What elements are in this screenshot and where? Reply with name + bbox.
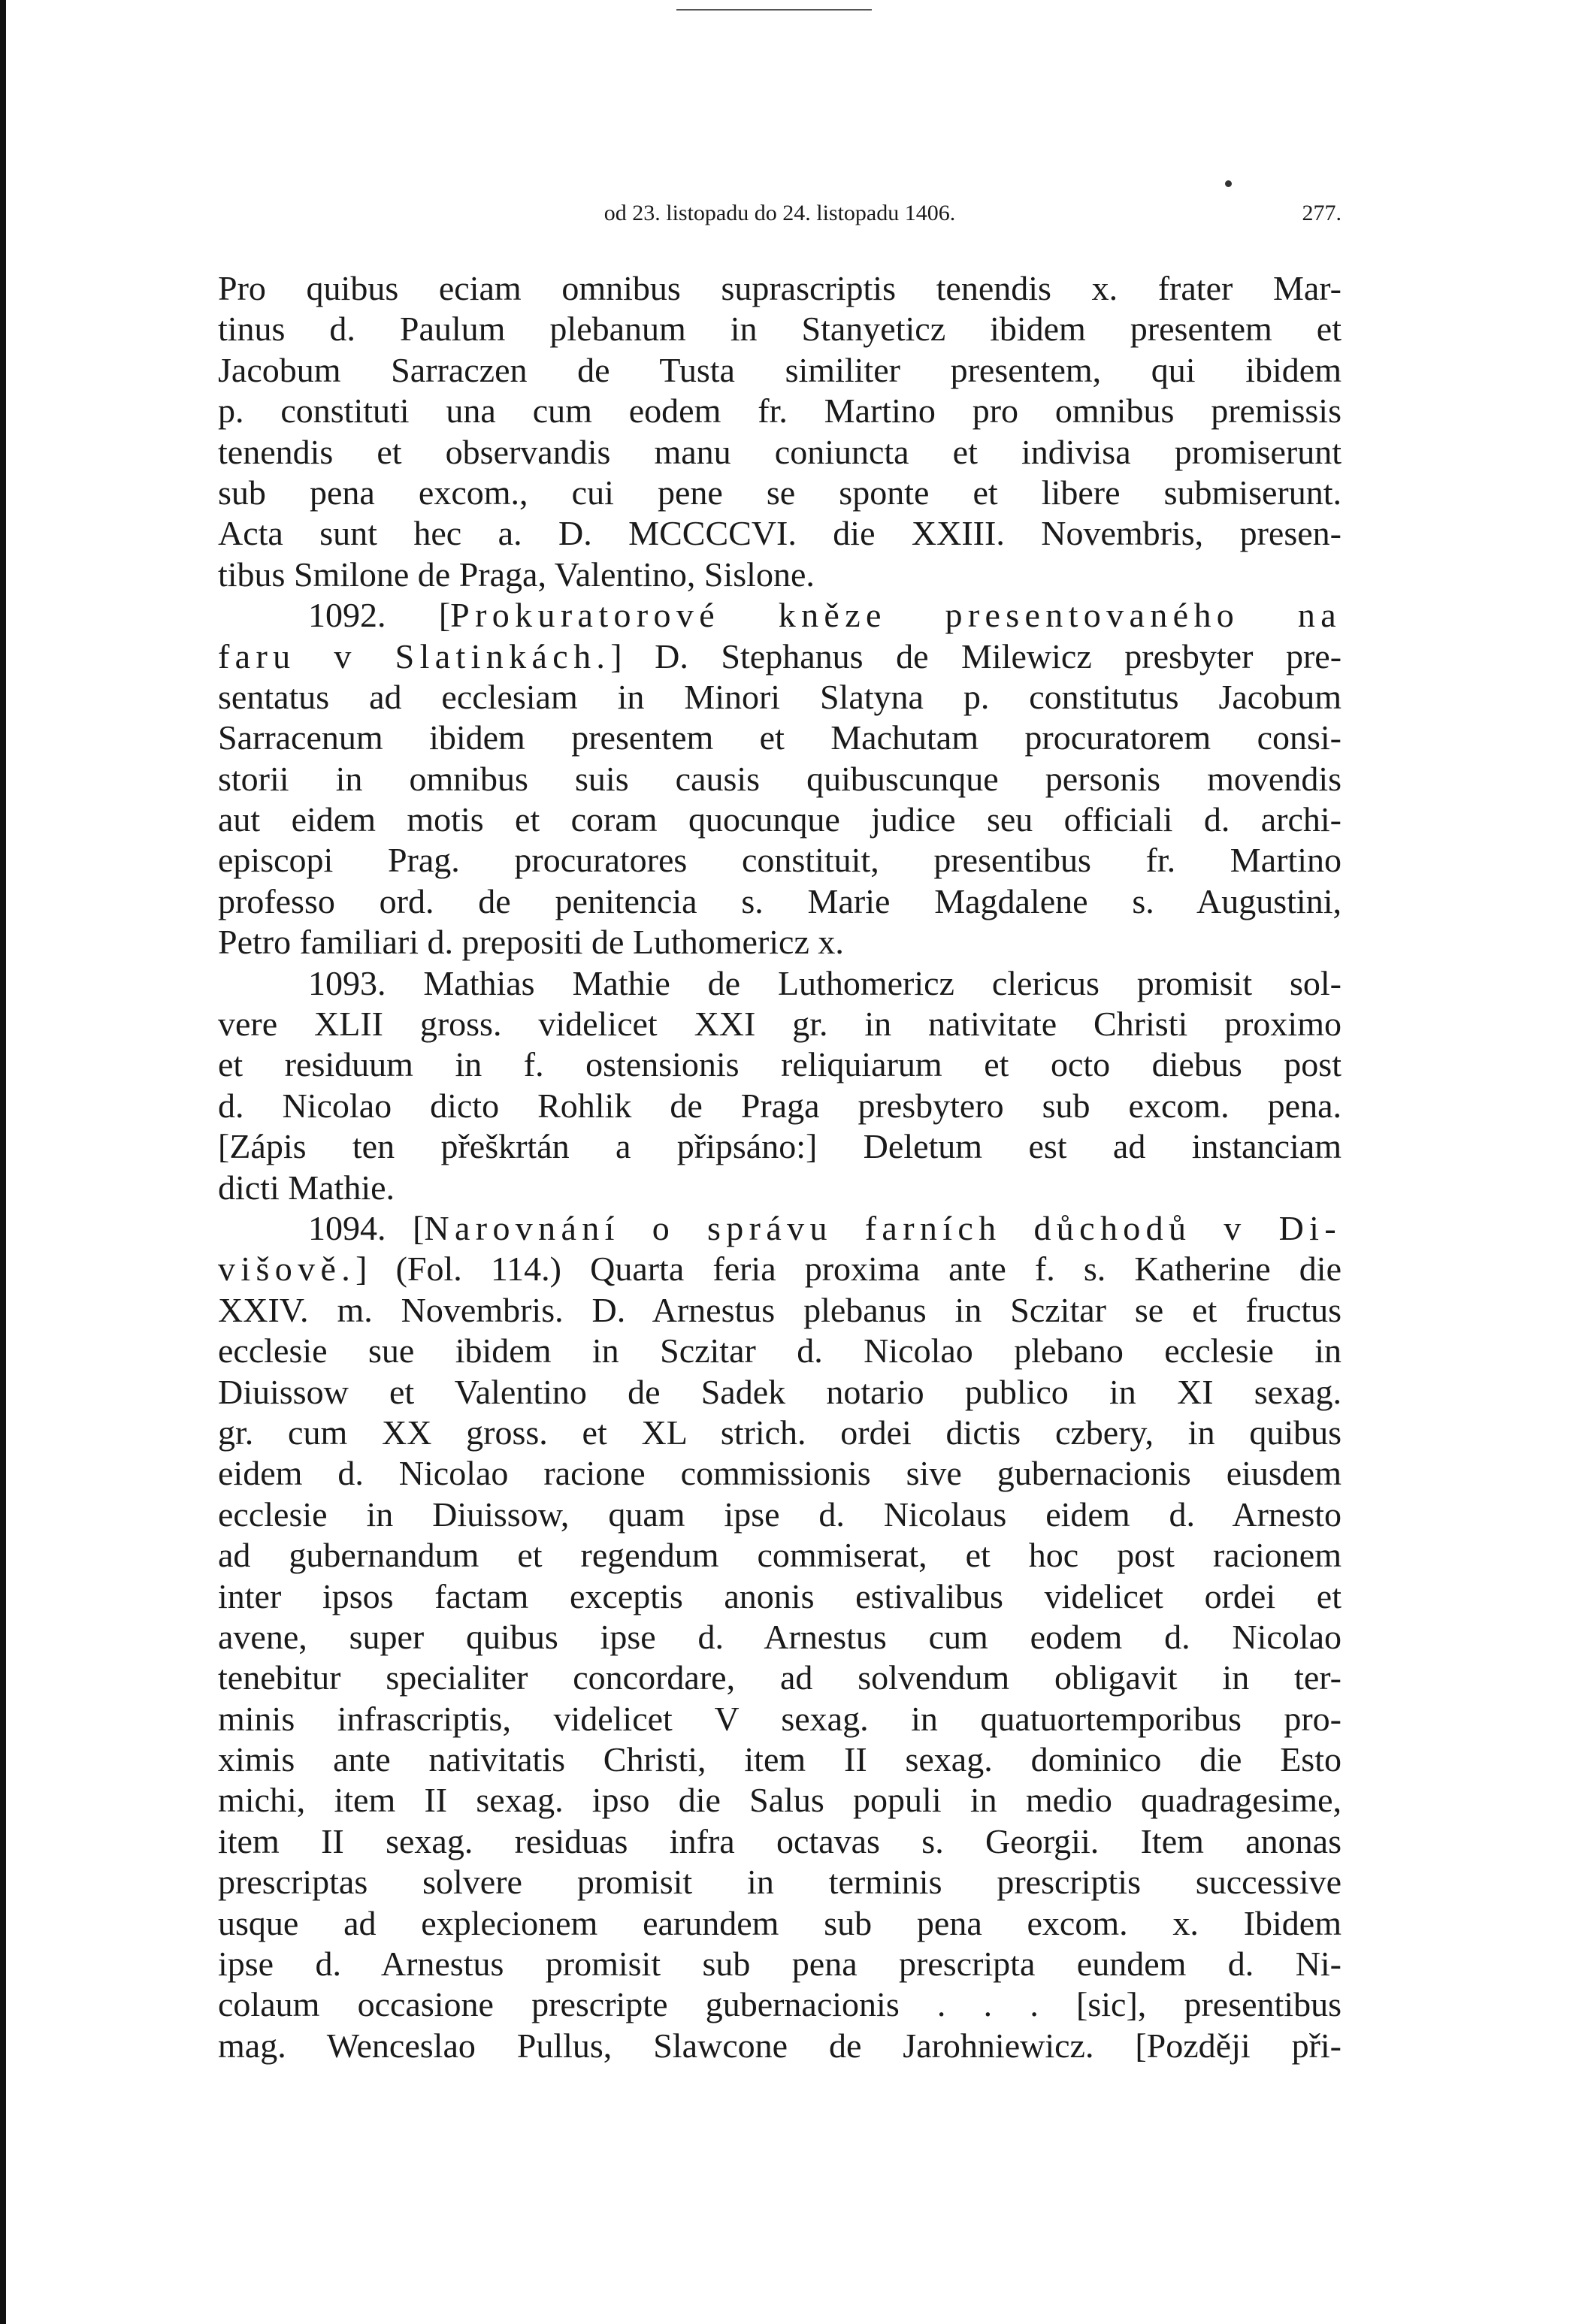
text-line: usque ad explecionem earundem sub pena excom. x. Ibidem [218, 1903, 1342, 1942]
scan-speck [1225, 180, 1232, 187]
text-line: p. constituti una cum eodem fr. Martino pro omnibus premissis [218, 391, 1342, 431]
text-line: vere XLII gross. videlicet XXI gr. in nativitate Christi proximo [218, 1005, 1342, 1044]
entry-heading-cont: višově. [218, 1250, 356, 1289]
text-line: Petro familiari d. prepositi de Luthomericz x. [218, 923, 844, 962]
entry-1094 [218, 1208, 1342, 2066]
text-fragment: D. Stephanus de Milewicz presbyter pre- [655, 636, 1342, 675]
text-line: tibus Smilone de Praga, Valentino, Sislone. [218, 555, 815, 594]
text-line: michi, item II sexag. ipso die Salus populi in medio quadragesime, [218, 1781, 1342, 1820]
scan-edge [0, 0, 6, 2324]
text-line: ximis ante nativitatis Christi, item II sexag. dominico die Esto [218, 1740, 1342, 1779]
text-line: XXIV. m. Novembris. D. Arnestus plebanus in Sczitar se et fructus [218, 1290, 1342, 1329]
entry-number: 1092. [308, 596, 386, 635]
continuation-paragraph [218, 268, 1342, 595]
entry-first-line [218, 595, 1342, 636]
heading-bracket: [ [413, 1208, 425, 1247]
heading-bracket: ] [610, 636, 622, 675]
text-line: dicti Mathie. [218, 1168, 395, 1207]
entry-first-line [218, 1208, 1342, 1249]
text-line: Pro quibus eciam omnibus suprascriptis tenendis x. frater Mar- [218, 269, 1342, 307]
entry-heading: Narovnání o správu farních důchodů v Di- [424, 1208, 1342, 1247]
text-line: tenendis et observandis manu coniuncta et indivisa promiserunt [218, 432, 1342, 471]
text-line: ipse d. Arnestus promisit sub pena prescripta eundem d. Ni- [218, 1945, 1342, 1984]
text-line: [Zápis ten přeškrtán a připsáno:] Deletum est ad instanciam [218, 1127, 1342, 1166]
text-line: sub pena excom., cui pene se sponte et libere submiserunt. [218, 473, 1342, 512]
text-line: Acta sunt hec a. D. MCCCCVI. die XXIII. Novembris, presen- [218, 514, 1342, 553]
text-line: Sarracenum ibidem presentem et Machutam procuratorem consi- [218, 718, 1342, 757]
heading-bracket: ] [355, 1250, 368, 1289]
entry-second-line [218, 1249, 1342, 1289]
text-line: inter ipsos factam exceptis anonis estivalibus videlicet ordei et [218, 1576, 1342, 1615]
text-fragment: (Fol. 114.) Quarta feria proxima ante f. s. Katherine die [395, 1250, 1342, 1289]
heading-bracket: [ [438, 596, 451, 635]
text-line: storii in omnibus suis causis quibuscunque personis movendis [218, 759, 1342, 798]
text-line: professo ord. de penitencia s. Marie Magdalene s. Augustini, [218, 881, 1342, 920]
text-line: Jacobum Sarraczen de Tusta similiter presentem, qui ibidem [218, 350, 1342, 389]
text-line: ecclesie sue ibidem in Sczitar d. Nicolao plebano ecclesie in [218, 1331, 1342, 1371]
text-line: et residuum in f. ostensionis reliquiarum et octo diebus post [218, 1045, 1342, 1084]
entry-second-line [218, 636, 1342, 677]
text-line: ad gubernandum et regendum commiserat, et hoc post racionem [218, 1536, 1342, 1575]
text-line: colaum occasione prescripte gubernacionis . . . [sic], presentibus [218, 1985, 1342, 2024]
page-body [218, 268, 1342, 2066]
text-line: minis infrascriptis, videlicet V sexag. in quatuortemporibus pro- [218, 1699, 1342, 1738]
text-line: eidem d. Nicolao racione commissionis sive gubernacionis eiusdem [218, 1454, 1342, 1493]
text-line: prescriptas solvere promisit in terminis prescriptis successive [218, 1863, 1342, 1902]
page-number: 277. [1302, 201, 1342, 225]
running-title: od 23. listopadu do 24. listopadu 1406. [603, 201, 956, 225]
text-line: mag. Wenceslao Pullus, Slawcone de Jarohniewicz. [Později při- [218, 2026, 1342, 2065]
text-line: tinus d. Paulum plebanum in Stanyeticz ibidem presentem et [218, 310, 1342, 349]
text-line: ecclesie in Diuissow, quam ipse d. Nicolaus eidem d. Arnesto [218, 1494, 1342, 1534]
text-line: item II sexag. residuas infra octavas s. Georgii. Item anonas [218, 1821, 1342, 1860]
entry-heading-cont: faru v Slatinkách. [218, 636, 611, 675]
entry-first-line [218, 963, 1342, 1004]
text-line: gr. cum XX gross. et XL strich. ordei dictis czbery, in quibus [218, 1413, 1342, 1452]
text-line: avene, super quibus ipse d. Arnestus cum eodem d. Nicolao [218, 1617, 1342, 1656]
text-line: Diuissow et Valentino de Sadek notario publico in XI sexag. [218, 1372, 1342, 1411]
text-line: tenebitur specialiter concordare, ad solvendum obligavit in ter- [218, 1658, 1342, 1697]
text-fragment: Mathias Mathie de Luthomericz clericus promisit sol- [423, 963, 1342, 1002]
text-line: d. Nicolao dicto Rohlik de Praga presbytero sub excom. pena. [218, 1086, 1342, 1125]
running-head [218, 197, 1342, 230]
entry-1092 [218, 595, 1342, 963]
text-line: aut eidem motis et coram quocunque judice seu officiali d. archi- [218, 800, 1342, 839]
entry-number: 1094. [308, 1208, 386, 1247]
entry-number: 1093. [308, 963, 386, 1002]
top-rule [676, 9, 872, 11]
text-line: sentatus ad ecclesiam in Minori Slatyna p. constitutus Jacobum [218, 677, 1342, 716]
text-line: episcopi Prag. procuratores constituit, presentibus fr. Martino [218, 841, 1342, 880]
entry-1093 [218, 963, 1342, 1208]
entry-heading: Prokuratorové kněze presentovaného na [450, 596, 1342, 635]
